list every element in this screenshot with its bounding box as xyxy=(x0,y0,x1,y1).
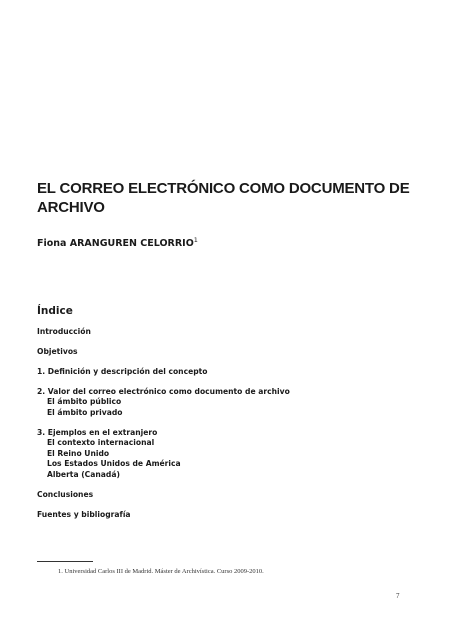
toc-entry xyxy=(37,510,417,520)
author-name: Fiona ARANGUREN CELORRIO xyxy=(37,238,194,249)
toc-subentry: El ámbito público xyxy=(47,397,122,406)
toc-entry-title: 3. Ejemplos en el extranjero xyxy=(37,428,158,437)
toc-entry-title: Fuentes y bibliografía xyxy=(37,510,131,519)
toc-entry xyxy=(37,428,417,480)
toc-entry-title: Introducción xyxy=(37,327,91,336)
article-title: EL CORREO ELECTRÓNICO COMO DOCUMENTO DE ARCHIVO xyxy=(37,180,410,216)
author-footnote-marker: 1 xyxy=(193,236,198,244)
toc-entry xyxy=(37,387,417,418)
toc-subentry: El ámbito privado xyxy=(47,407,123,417)
toc-subentry: El Reino Unido xyxy=(47,448,110,458)
toc-subentry: Los Estados Unidos de América xyxy=(47,459,181,468)
toc-entry xyxy=(37,367,417,377)
index-heading: Índice xyxy=(37,305,73,317)
toc-entry-title: Objetivos xyxy=(37,347,78,356)
toc-entry-title: 1. Definición y descripción del concepto xyxy=(37,367,208,376)
toc-entry-title: Conclusiones xyxy=(37,490,94,499)
toc-subentry: El contexto internacional xyxy=(47,438,155,447)
toc-subentries xyxy=(37,438,417,480)
page-number: 7 xyxy=(396,592,400,600)
author-line xyxy=(37,238,198,249)
toc-entry xyxy=(37,490,417,500)
toc-entry xyxy=(37,327,417,337)
footnote: 1. Universidad Carlos III de Madrid. Máster de Archivística. Curso 2009-2010. xyxy=(58,568,264,575)
toc-entry xyxy=(37,347,417,357)
toc-subentries xyxy=(37,397,417,418)
toc-subentry: Alberta (Canadá) xyxy=(47,469,120,479)
toc-entry-title: 2. Valor del correo electrónico como documento de archivo xyxy=(37,387,290,396)
footnote-divider xyxy=(37,561,93,562)
table-of-contents xyxy=(37,327,417,530)
